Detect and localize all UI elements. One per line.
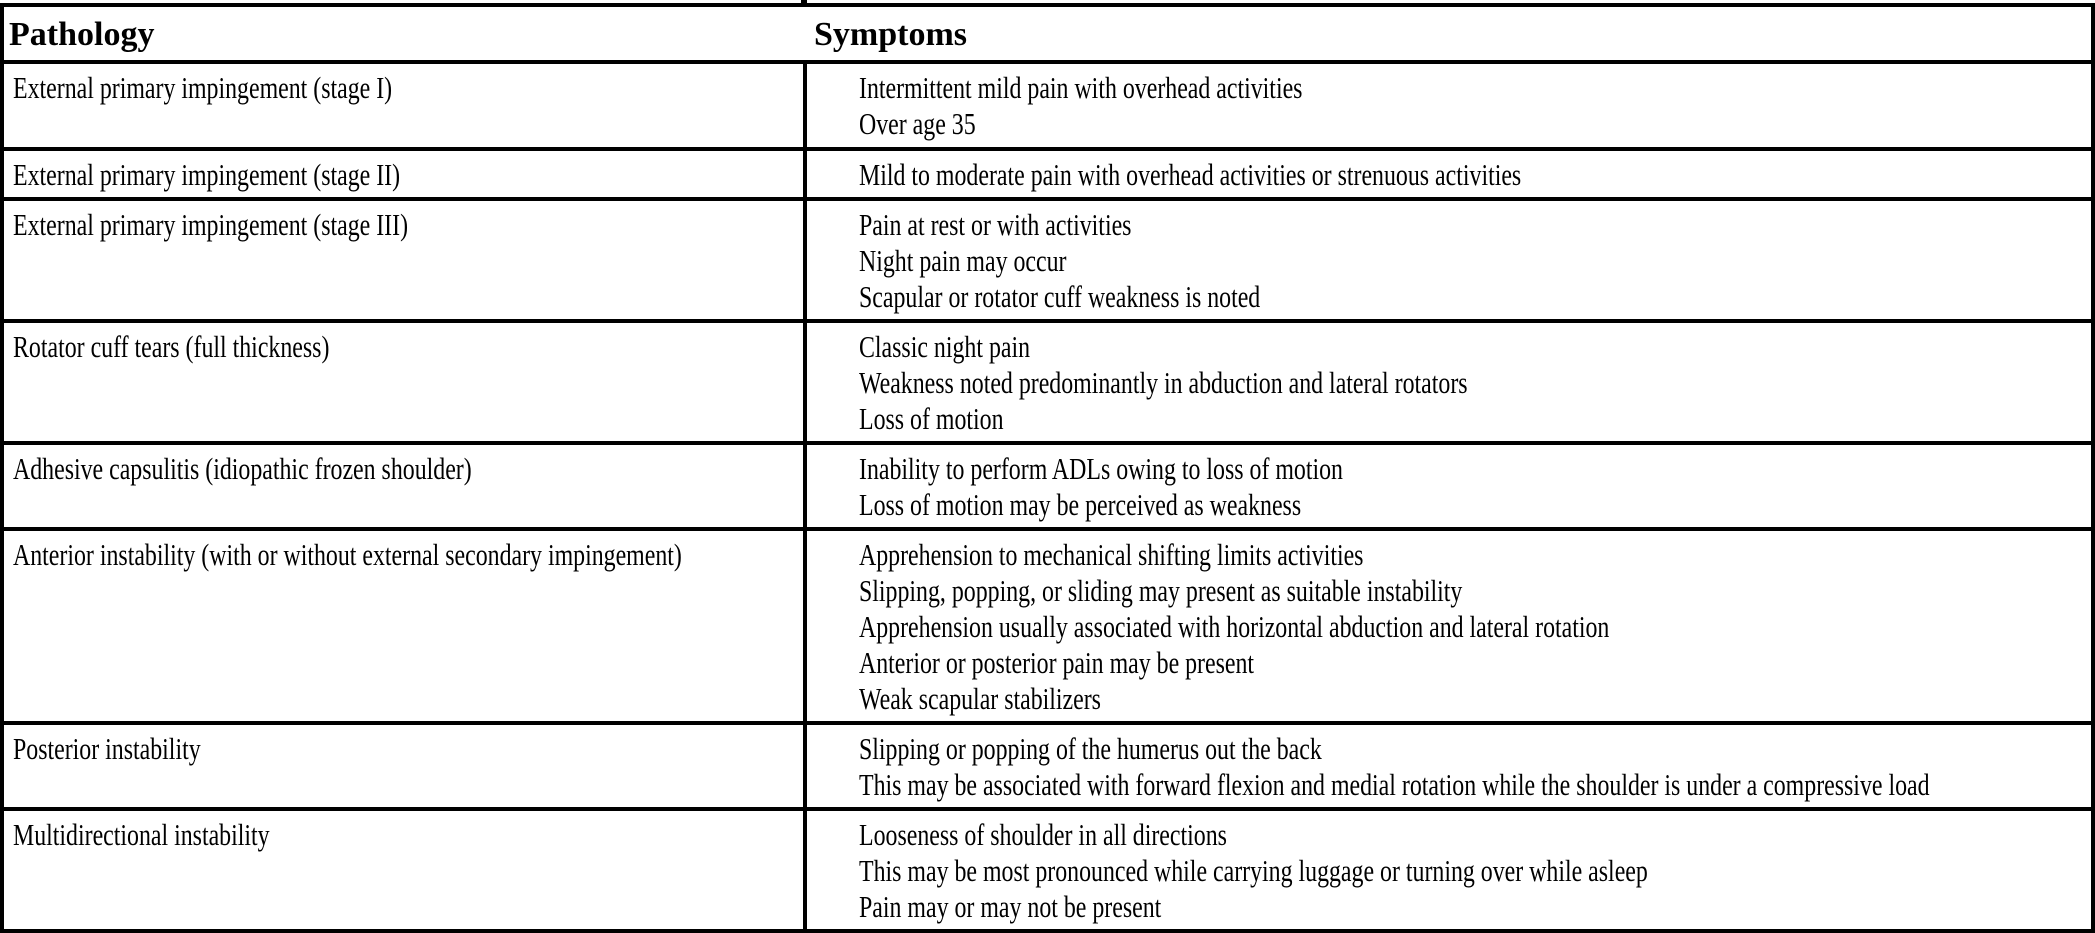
table-row — [2, 809, 2093, 931]
symptoms-cell — [805, 529, 2093, 723]
symptom-line: Inability to perform ADLs owing to loss of motion — [859, 451, 1344, 486]
symptom-line: Mild to moderate pain with overhead activities or strenuous activities — [859, 157, 1522, 192]
table-row — [2, 199, 2093, 321]
pathology-text: Adhesive capsulitis (idiopathic frozen shoulder) — [13, 451, 472, 486]
symptom-line: Slipping, popping, or sliding may present as suitable instability — [859, 573, 1463, 608]
symptom-line: Apprehension to mechanical shifting limits activities — [859, 537, 1364, 572]
table-row — [2, 62, 2093, 149]
pathology-cell — [2, 723, 805, 809]
symptom-line: Weakness noted predominantly in abduction and lateral rotators — [859, 365, 1468, 400]
pathology-text: Anterior instability (with or without external secondary impingement) — [13, 537, 682, 572]
symptom-line: Slipping or popping of the humerus out the back — [859, 731, 1322, 766]
pathology-cell — [2, 199, 805, 321]
table-row — [2, 723, 2093, 809]
symptom-line: Loss of motion — [859, 401, 1004, 436]
pathology-cell — [2, 149, 805, 199]
crop-artifact-mark — [801, 0, 807, 4]
symptom-line: Pain may or may not be present — [859, 889, 1162, 924]
symptoms-cell — [805, 199, 2093, 321]
table-row — [2, 443, 2093, 529]
symptoms-cell — [805, 809, 2093, 931]
symptoms-cell — [805, 62, 2093, 149]
pathology-text: Posterior instability — [13, 731, 201, 766]
pathology-cell — [2, 529, 805, 723]
table-row — [2, 149, 2093, 199]
symptom-line: This may be most pronounced while carrying luggage or turning over while asleep — [859, 853, 1648, 888]
pathology-text: Rotator cuff tears (full thickness) — [13, 329, 330, 364]
symptoms-cell — [805, 443, 2093, 529]
symptom-line: Looseness of shoulder in all directions — [859, 817, 1227, 852]
symptom-line: Loss of motion may be perceived as weakness — [859, 487, 1302, 522]
symptoms-cell — [805, 723, 2093, 809]
header-row — [2, 5, 2093, 62]
pathology-text: Multidirectional instability — [13, 817, 270, 852]
pathology-text: External primary impingement (stage I) — [13, 70, 393, 105]
table-row — [2, 321, 2093, 443]
symptoms-cell — [805, 149, 2093, 199]
symptom-line: Classic night pain — [859, 329, 1031, 364]
symptoms-cell — [805, 321, 2093, 443]
symptom-line: This may be associated with forward flexion and medial rotation while the shoulder is under a compressive load — [859, 767, 1930, 802]
table-row — [2, 529, 2093, 723]
symptom-line: Over age 35 — [859, 106, 976, 141]
column-header-symptoms: Symptoms — [805, 5, 2093, 62]
pathology-text: External primary impingement (stage II) — [13, 157, 401, 192]
pathology-symptoms-table — [0, 3, 2095, 933]
pathology-text: External primary impingement (stage III) — [13, 207, 409, 242]
symptom-line: Pain at rest or with activities — [859, 207, 1132, 242]
column-header-pathology: Pathology — [2, 5, 805, 62]
symptom-line: Weak scapular stabilizers — [859, 681, 1101, 716]
pathology-cell — [2, 321, 805, 443]
symptom-line: Scapular or rotator cuff weakness is noted — [859, 279, 1261, 314]
pathology-cell — [2, 62, 805, 149]
symptom-line: Anterior or posterior pain may be present — [859, 645, 1255, 680]
symptom-line: Apprehension usually associated with horizontal abduction and lateral rotation — [859, 609, 1610, 644]
pathology-cell — [2, 443, 805, 529]
symptom-line: Intermittent mild pain with overhead activities — [859, 70, 1303, 105]
pathology-cell — [2, 809, 805, 931]
symptom-line: Night pain may occur — [859, 243, 1067, 278]
